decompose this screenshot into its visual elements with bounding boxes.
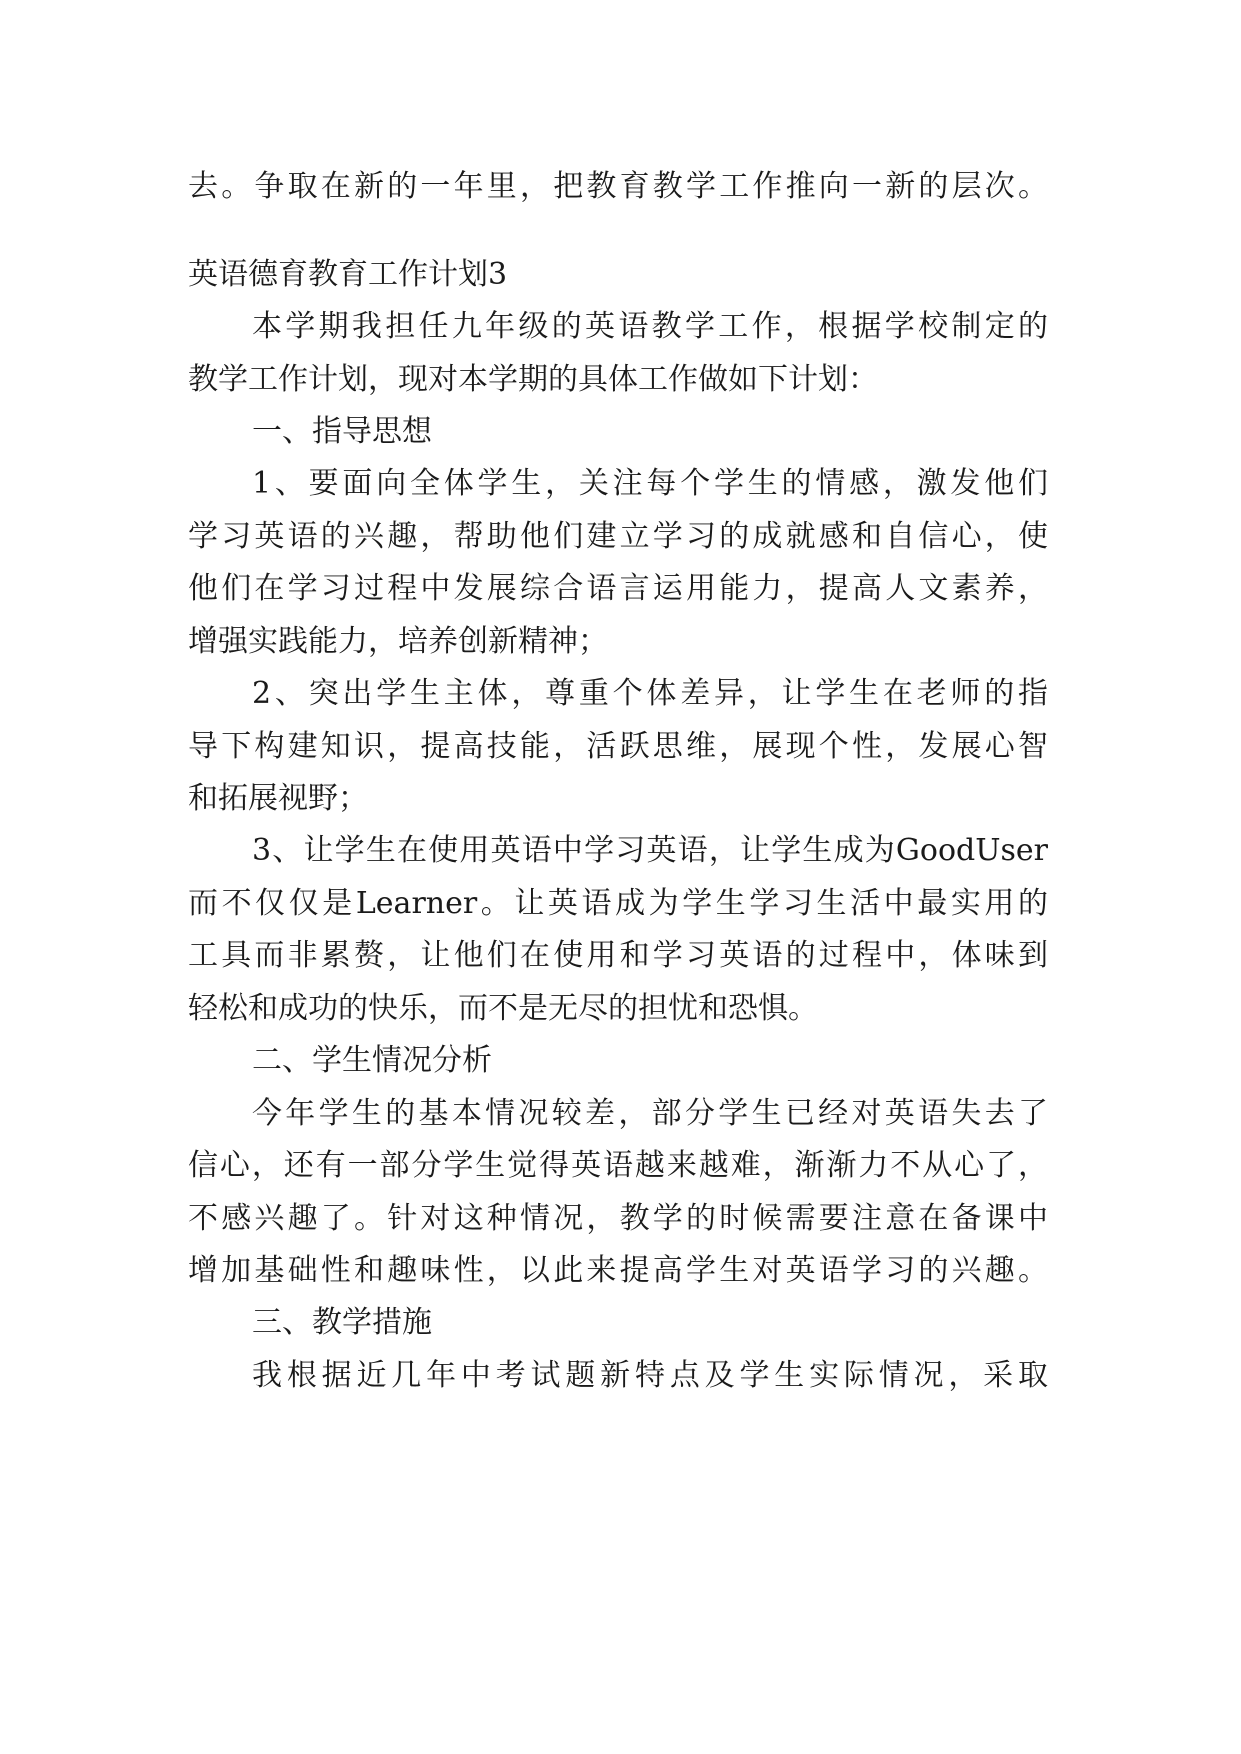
item-3-line-1: 3、让学生在使用英语中学习英语，让学生成为GoodUser — [252, 833, 1048, 868]
item-1-line-3: 他们在学习过程中发展综合语言运用能力，提高人文素养， — [188, 571, 1048, 606]
section-title: 英语德育教育工作计划3 — [188, 257, 508, 292]
heading-teaching-measures: 三、教学措施 — [252, 1305, 432, 1340]
analysis-line-2: 信心，还有一部分学生觉得英语越来越难，渐渐力不从心了， — [188, 1148, 1048, 1183]
item-1-line-4: 增强实践能力，培养创新精神； — [188, 624, 608, 659]
item-3-line-3: 工具而非累赘，让他们在使用和学习英语的过程中，体味到 — [188, 938, 1048, 973]
item-1-line-1: 1、要面向全体学生，关注每个学生的情感，激发他们 — [252, 466, 1048, 501]
intro-line-1: 本学期我担任九年级的英语教学工作，根据学校制定的 — [252, 309, 1048, 344]
continuation-line: 去。争取在新的一年里，把教育教学工作推向一新的层次。 — [188, 169, 1048, 204]
item-3-line-2: 而不仅仅是Learner。让英语成为学生学习生活中最实用的 — [188, 886, 1048, 921]
heading-guiding-thought: 一、指导思想 — [252, 414, 432, 449]
intro-line-2: 教学工作计划，现对本学期的具体工作做如下计划： — [188, 362, 878, 397]
item-3-line-4: 轻松和成功的快乐，而不是无尽的担忧和恐惧。 — [188, 991, 818, 1026]
heading-student-analysis: 二、学生情况分析 — [252, 1043, 492, 1078]
analysis-line-1: 今年学生的基本情况较差，部分学生已经对英语失去了 — [252, 1096, 1048, 1131]
analysis-line-4: 增加基础性和趣味性，以此来提高学生对英语学习的兴趣。 — [188, 1253, 1048, 1288]
item-2-line-1: 2、突出学生主体，尊重个体差异，让学生在老师的指 — [252, 676, 1048, 711]
item-2-line-3: 和拓展视野； — [188, 781, 368, 816]
item-2-line-2: 导下构建知识，提高技能，活跃思维，展现个性，发展心智 — [188, 729, 1048, 764]
analysis-line-3: 不感兴趣了。针对这种情况，教学的时候需要注意在备课中 — [188, 1201, 1048, 1236]
item-1-line-2: 学习英语的兴趣，帮助他们建立学习的成就感和自信心，使 — [188, 519, 1048, 554]
measures-line-1: 我根据近几年中考试题新特点及学生实际情况，采取 — [252, 1358, 1048, 1393]
